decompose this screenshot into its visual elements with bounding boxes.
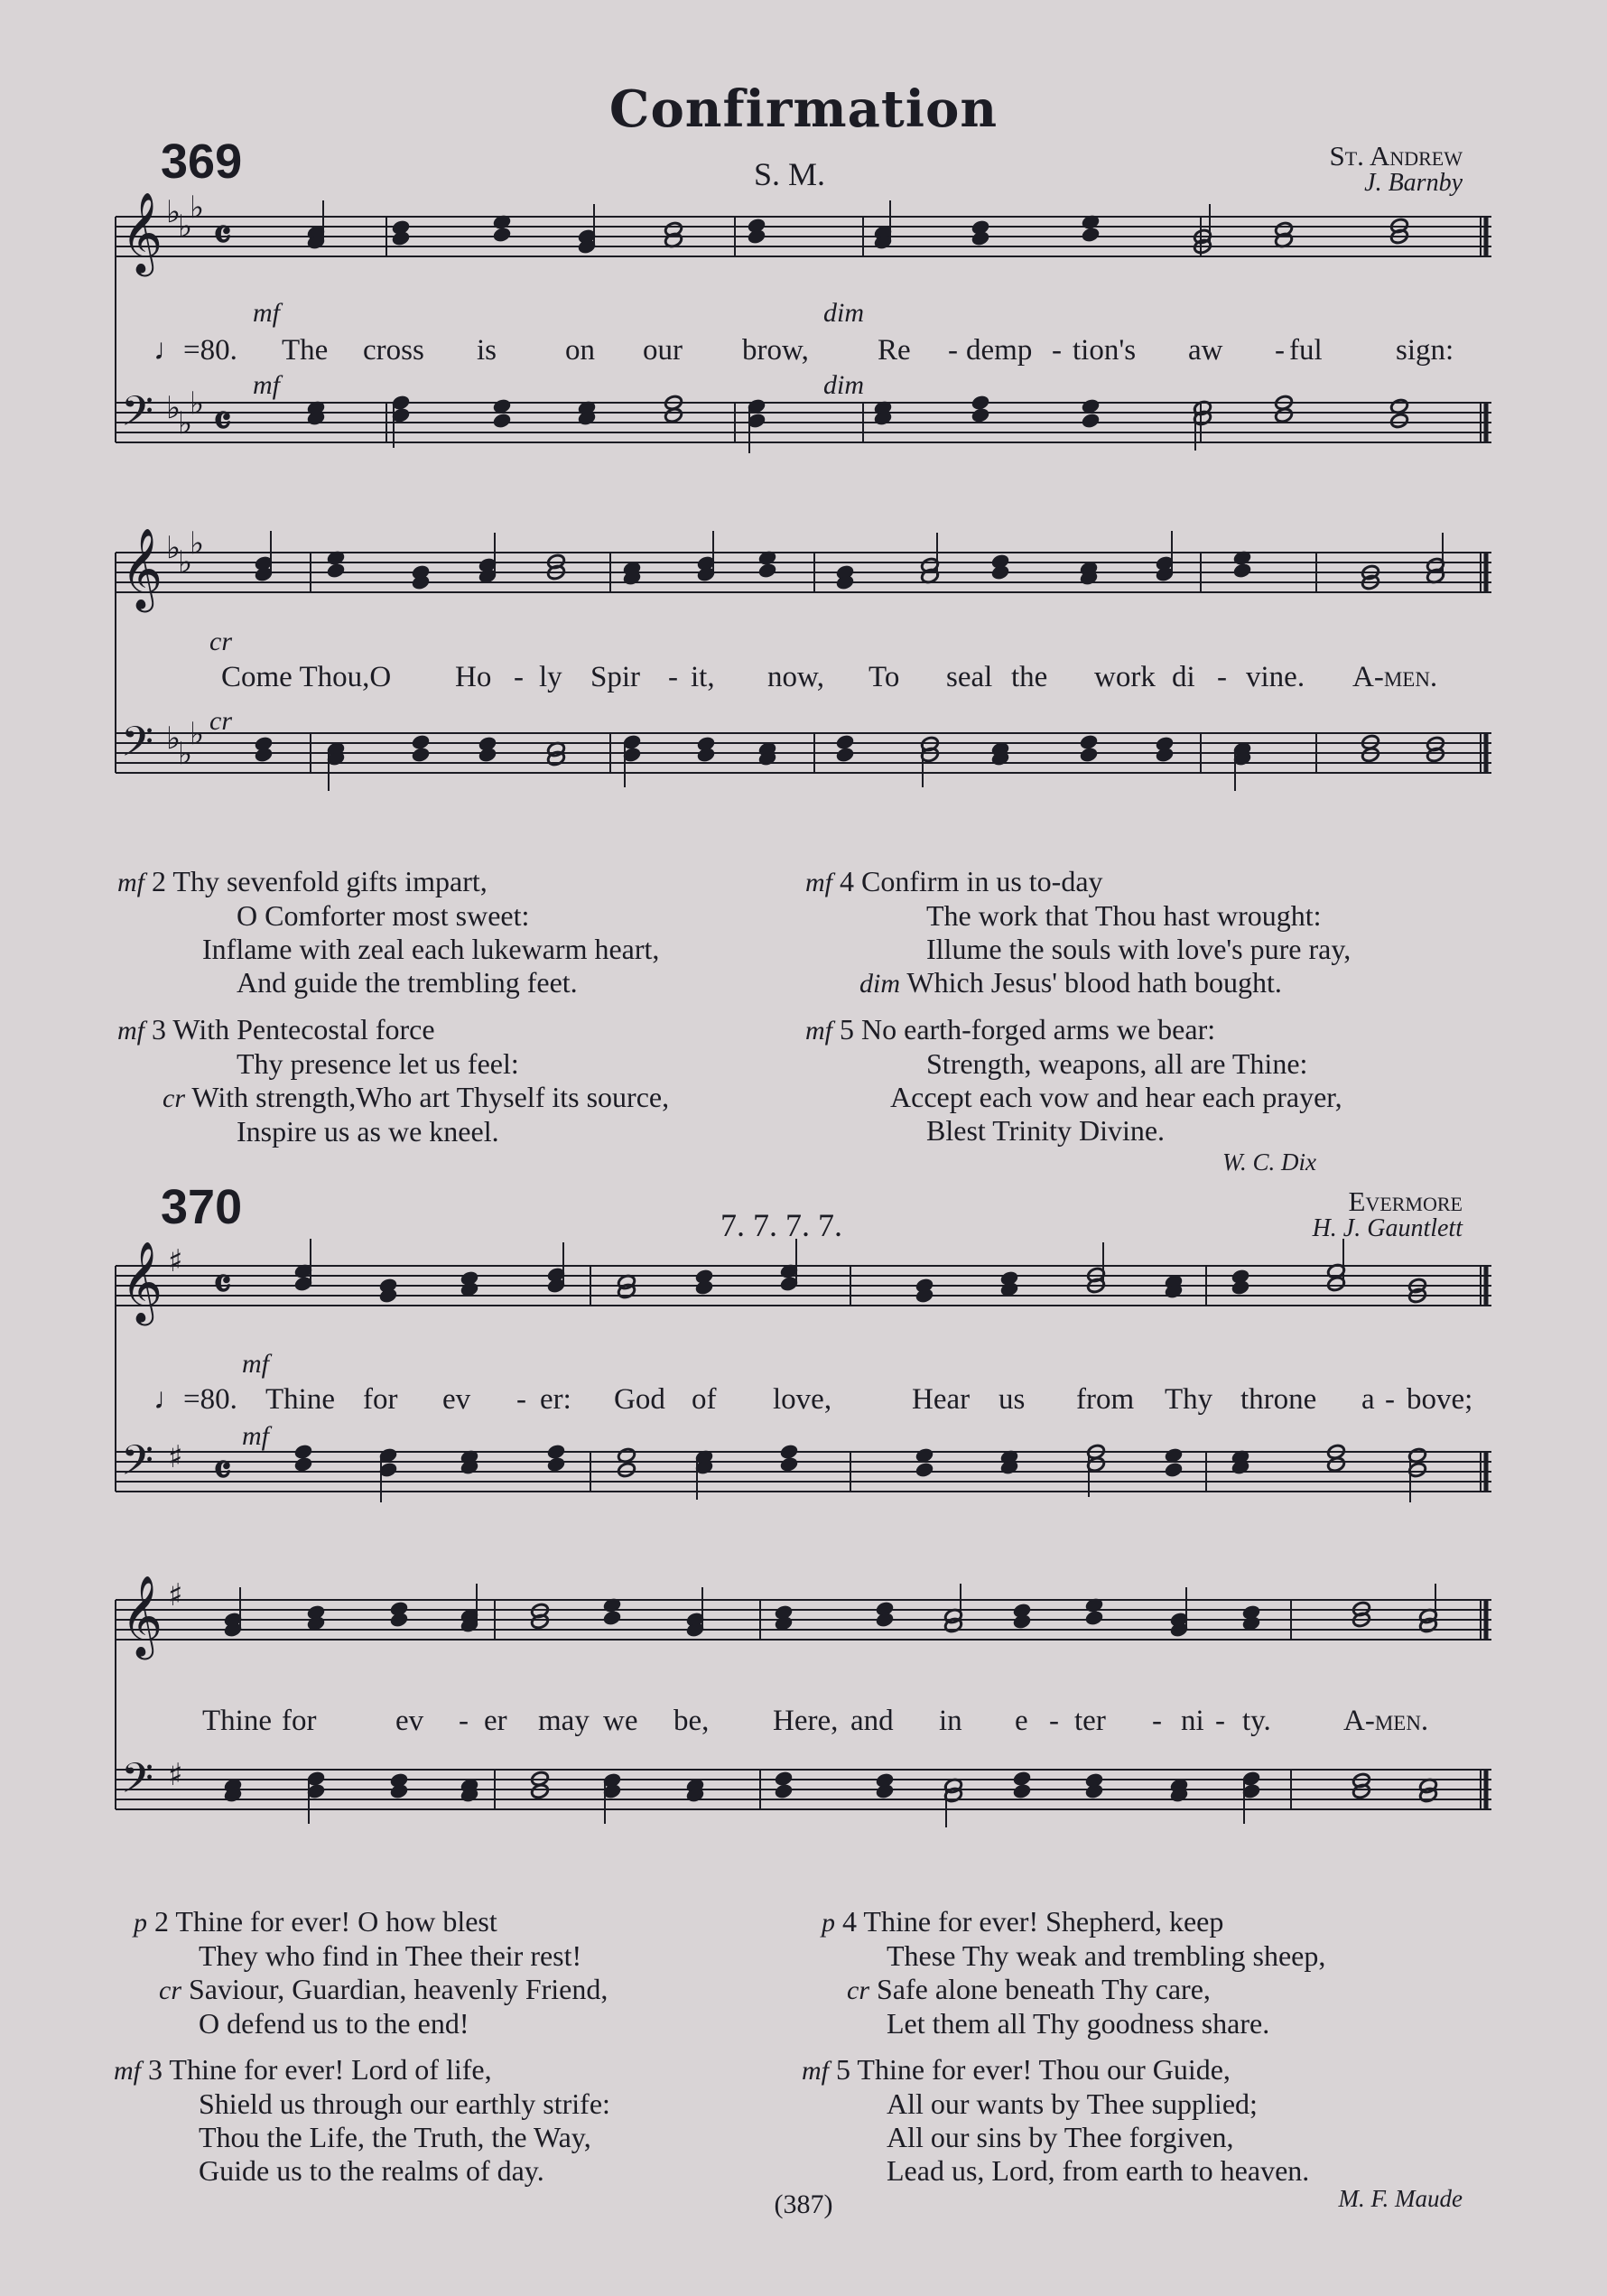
lyric-syllable: demp	[966, 334, 1033, 367]
lyric-syllable: -	[1217, 661, 1227, 693]
lyric-syllable: ly	[539, 661, 562, 693]
lyric-syllable: and	[850, 1705, 894, 1737]
lyric-syllable: -	[1215, 1705, 1225, 1737]
note-head	[779, 1456, 798, 1473]
time-signature: 𝄴	[213, 1260, 232, 1308]
verse-dynamic: mf	[805, 868, 832, 897]
note-head	[835, 734, 854, 750]
verse-369-2	[117, 865, 659, 999]
lyric-syllable: God	[614, 1383, 665, 1416]
note-head	[971, 230, 989, 246]
lyric-syllable: e	[1015, 1705, 1028, 1737]
lyric-syllable: The	[282, 334, 329, 367]
lyric-syllable: love,	[773, 1383, 832, 1416]
hymn-370-author: M. F. Maude	[1338, 2185, 1463, 2212]
note-head	[774, 1771, 793, 1787]
lyric-syllable: -	[668, 661, 678, 693]
lyric-syllable: the	[1011, 661, 1048, 693]
lyric-syllable: a	[1361, 1383, 1375, 1416]
verse-line: They who find in Thee their rest!	[199, 1939, 582, 1972]
dynamic-mf-370: mf	[242, 1349, 269, 1379]
verse-dynamic: mf	[114, 2056, 141, 2086]
verse-dynamic: mf	[117, 1016, 144, 1046]
lyric-syllable: in	[939, 1705, 962, 1737]
note-head	[664, 407, 683, 423]
verse-line: Accept each vow and hear each prayer,	[890, 1081, 1342, 1113]
lyric-syllable: Here,	[773, 1705, 839, 1737]
lyric-syllable: for	[282, 1705, 317, 1737]
dynamic-mf-bass: mf	[253, 370, 280, 400]
verse-line: Blest Trinity Divine.	[926, 1114, 1166, 1147]
note-head	[411, 734, 430, 750]
page-number: (387)	[774, 2189, 833, 2219]
lyric-syllable: from	[1076, 1383, 1135, 1416]
verse-number: 5	[840, 1013, 854, 1046]
time-signature: 𝄴	[213, 396, 232, 445]
verse-line: Strength, weapons, all are Thine:	[926, 1047, 1308, 1080]
verse-line: Thou the Life, the Truth, the Way,	[199, 2121, 591, 2153]
treble-clef: 𝄞	[121, 1576, 163, 1657]
note-head	[1081, 413, 1100, 429]
lyric-syllable: be,	[673, 1705, 710, 1737]
verse-dynamic: cr	[847, 1975, 869, 2005]
key-signature: ♭	[166, 390, 181, 426]
hymn-369-composer: J. Barnby	[1364, 169, 1463, 197]
bass-clef: 𝄢	[121, 718, 154, 776]
lyric-syllable: Thy	[1165, 1383, 1213, 1416]
lyric-syllable: aw	[1188, 334, 1223, 367]
time-signature: 𝄴	[213, 1445, 232, 1494]
verse-number: 5	[836, 2053, 850, 2086]
note-head	[747, 228, 766, 245]
dynamic-cr: cr	[209, 627, 232, 656]
note-head	[617, 1462, 636, 1478]
note-head	[1164, 1462, 1183, 1478]
verse-number: 4	[842, 1905, 857, 1938]
hymn-369-author: W. C. Dix	[1222, 1148, 1316, 1176]
note-head	[915, 1462, 934, 1478]
verse-369-4	[805, 865, 1351, 1000]
verse-line: With Pentecostal force	[172, 1013, 435, 1046]
lyric-syllable: er:	[540, 1383, 571, 1416]
verse-line: Let them all Thy goodness share.	[887, 2007, 1270, 2040]
note-head	[1079, 734, 1098, 750]
lyric-syllable: -	[514, 661, 524, 693]
note-head	[293, 1456, 312, 1473]
key-signature: ♭	[178, 736, 193, 772]
verse-line: Thine for ever! O how blest	[175, 1905, 497, 1938]
verse-dynamic: mf	[805, 1016, 832, 1046]
key-signature: ♭	[190, 386, 205, 422]
section-title: Confirmation	[608, 79, 999, 139]
note-head	[696, 747, 715, 763]
lyric-syllable: Ho	[455, 661, 492, 693]
note-head	[530, 1783, 549, 1799]
verse-370-2	[134, 1905, 608, 2040]
lyric-syllable: ter	[1074, 1705, 1106, 1737]
lyric-syllable: ni	[1181, 1705, 1204, 1737]
lyric-syllable: throne	[1240, 1383, 1317, 1416]
lyric-syllable: vine.	[1246, 661, 1305, 693]
lyric-syllable: A-men.	[1343, 1705, 1429, 1737]
note-head	[411, 747, 430, 763]
note-head	[492, 413, 511, 429]
treble-clef: 𝄞	[121, 528, 163, 609]
lyric-syllable: -	[516, 1383, 526, 1416]
lyric-syllable: er	[484, 1705, 507, 1737]
verse-dynamic: cr	[163, 1083, 185, 1113]
note-head	[1079, 747, 1098, 763]
verse-line: Thy presence let us feel:	[237, 1047, 519, 1080]
verse-dynamic: dim	[859, 969, 900, 999]
verse-line: Thine for ever! Lord of life,	[169, 2053, 492, 2086]
note-head	[1084, 1783, 1103, 1799]
verse-line: With strength,Who art Thyself its source,	[191, 1081, 670, 1113]
lyric-syllable: -	[1049, 1705, 1059, 1737]
note-head	[875, 1783, 894, 1799]
lyric-syllable: us	[999, 1383, 1026, 1416]
lyric-syllable: Hear	[912, 1383, 971, 1416]
lyric-syllable: ev	[395, 1705, 424, 1737]
key-signature: ♭	[178, 405, 193, 442]
verse-369-3	[117, 1013, 669, 1148]
verse-line: Thine for ever! Thou our Guide,	[857, 2053, 1231, 2086]
lyric-syllable: ev	[442, 1383, 471, 1416]
key-signature: ♭	[166, 720, 181, 757]
note-head	[1231, 1279, 1249, 1296]
verse-line: Thy sevenfold gifts impart,	[172, 865, 488, 897]
lyric-syllable: Re	[878, 334, 911, 367]
treble-clef: 𝄞	[121, 1241, 163, 1323]
note-head	[1012, 1771, 1031, 1787]
lyric-syllable: -	[1052, 334, 1062, 367]
treble-clef: 𝄞	[121, 192, 163, 274]
note-head	[1326, 1456, 1345, 1473]
verse-line: All our wants by Thee supplied;	[887, 2087, 1258, 2120]
hymn-370-tune-name: Evermore	[1348, 1185, 1463, 1217]
hymn-number-370: 370	[161, 1180, 243, 1234]
lyric-syllable: is	[477, 334, 497, 367]
lyric-syllable: on	[565, 334, 595, 367]
verse-dynamic: cr	[159, 1975, 181, 2005]
verse-370-5	[802, 2053, 1309, 2188]
note-head	[293, 1444, 312, 1460]
lyric-syllable: A-men.	[1352, 661, 1438, 693]
verse-dynamic: mf	[117, 868, 144, 897]
hymn-number-369: 369	[161, 135, 243, 189]
hymn-370-meter: 7. 7. 7. 7.	[720, 1207, 842, 1243]
verse-line: These Thy weak and trembling sheep,	[887, 1939, 1326, 1972]
dynamic-mf: mf	[253, 298, 280, 328]
verse-dynamic: p	[134, 1908, 147, 1938]
verse-line: Which Jesus' blood hath bought.	[906, 966, 1282, 999]
verse-line: Inflame with zeal each lukewarm heart,	[202, 933, 660, 965]
lyric-syllable: it,	[691, 661, 715, 693]
verse-number: 4	[840, 865, 854, 897]
verse-369-5	[805, 1013, 1342, 1148]
hymn-369-tune-name: St. Andrew	[1329, 140, 1463, 172]
verse-line: Shield us through our earthly strife:	[199, 2087, 610, 2120]
verse-line: Thine for ever! Shepherd, keep	[863, 1905, 1224, 1938]
verse-line: Illume the souls with love's pure ray,	[926, 933, 1352, 965]
lyric-syllable: di	[1172, 661, 1195, 693]
note-head	[1012, 1613, 1031, 1630]
hymn-370-tune	[1192, 1185, 1463, 1242]
lyric-syllable: cross	[363, 334, 424, 367]
note-head	[389, 1783, 408, 1799]
lyric-syllable: ty.	[1242, 1705, 1271, 1737]
lyric-syllable: for	[363, 1383, 398, 1416]
verse-line: O defend us to the end!	[199, 2007, 469, 2040]
bass-clef: 𝄢	[121, 387, 154, 446]
note-head	[254, 747, 273, 763]
verse-line: Inspire us as we kneel.	[237, 1115, 499, 1148]
verse-line: All our sins by Thee forgiven,	[887, 2121, 1234, 2153]
key-signature: ♭	[178, 209, 193, 245]
key-signature: ♯	[168, 1577, 183, 1613]
dynamic-dim: dim	[823, 298, 864, 328]
note-head	[492, 227, 511, 243]
verse-line: Confirm in us to-day	[861, 865, 1103, 897]
key-signature: ♭	[190, 190, 205, 226]
verse-370-3	[114, 2053, 610, 2188]
key-signature: ♭	[166, 530, 181, 566]
note-head	[602, 1610, 621, 1626]
lyric-syllable: our	[643, 334, 683, 367]
verse-line: Safe alone beneath Thy care,	[877, 1973, 1211, 2005]
dynamic-mf-370-bass: mf	[242, 1421, 269, 1451]
note-head	[1012, 1783, 1031, 1799]
note-head	[478, 747, 497, 763]
key-signature: ♯	[168, 1243, 183, 1279]
lyric-syllable: of	[692, 1383, 717, 1416]
note-head	[391, 230, 410, 246]
note-head	[1155, 747, 1174, 763]
verse-line: Guide us to the realms of day.	[199, 2154, 544, 2187]
note-head	[546, 1456, 565, 1473]
lyric-syllable: To	[869, 661, 900, 693]
note-head	[757, 562, 776, 579]
note-head	[779, 1444, 798, 1460]
note-head	[389, 1612, 408, 1628]
lyric-syllable: ful	[1289, 334, 1323, 367]
note-head	[546, 1444, 565, 1460]
verse-dynamic: mf	[802, 2056, 829, 2086]
note-head	[1081, 227, 1100, 243]
note-head	[774, 1783, 793, 1799]
key-signature: ♯	[168, 1757, 183, 1793]
verse-dynamic: p	[822, 1908, 835, 1938]
note-head	[1232, 562, 1251, 579]
lyric-syllable: -	[1152, 1705, 1162, 1737]
key-signature: ♯	[168, 1439, 183, 1475]
note-head	[1389, 413, 1408, 429]
lyric-syllable: -	[1275, 334, 1285, 367]
key-signature: ♭	[190, 525, 205, 562]
lyric-syllable: seal	[946, 661, 993, 693]
note-head	[835, 747, 854, 763]
bass-clef: 𝄢	[121, 1436, 154, 1495]
key-signature: ♭	[178, 544, 193, 581]
verse-line: Saviour, Guardian, heavenly Friend,	[189, 1973, 608, 2005]
verse-number: 3	[152, 1013, 166, 1046]
time-signature: 𝄴	[213, 210, 232, 259]
verse-line: And guide the trembling feet.	[237, 966, 578, 999]
note-head	[694, 1279, 713, 1296]
verse-370-4	[822, 1905, 1325, 2040]
hymn-370-composer: H. J. Gauntlett	[1312, 1214, 1463, 1242]
lyric-syllable: sign:	[1396, 334, 1454, 367]
lyric-syllable: now,	[767, 661, 824, 693]
lyric-syllable: we	[603, 1705, 638, 1737]
lyric-syllable: brow,	[742, 334, 809, 367]
key-signature: ♭	[190, 716, 205, 752]
lyric-syllable: Spir	[590, 661, 641, 693]
note-head	[1084, 1610, 1103, 1626]
lyric-syllable: -	[1385, 1383, 1395, 1416]
lyric-syllable: -	[459, 1705, 469, 1737]
tempo-marking-370: ♩=80.	[153, 1383, 237, 1416]
verse-number: 2	[154, 1905, 169, 1938]
lyric-syllable: work	[1094, 661, 1156, 693]
verse-number: 3	[148, 2053, 163, 2086]
lyric-syllable: -	[948, 334, 958, 367]
lyric-syllable: bove;	[1407, 1383, 1473, 1416]
verse-line: The work that Thou hast wrought:	[926, 899, 1322, 932]
verse-line: O Comforter most sweet:	[237, 899, 530, 932]
note-head	[1361, 747, 1379, 763]
hymn-369-meter: S. M.	[754, 156, 826, 192]
lyric-syllable: Thine	[265, 1383, 335, 1416]
note-head	[1274, 407, 1293, 423]
verse-line: Lead us, Lord, from earth to heaven.	[887, 2154, 1310, 2187]
tempo-marking: ♩=80.	[153, 334, 237, 367]
note-head	[990, 564, 1009, 581]
dynamic-cr-bass: cr	[209, 706, 232, 736]
lyric-syllable: tion's	[1073, 334, 1137, 367]
note-head	[971, 395, 989, 411]
verse-number: 2	[152, 865, 166, 897]
note-head	[326, 562, 345, 579]
lyric-syllable: Come Thou,O	[221, 661, 392, 693]
verse-line: No earth-forged arms we bear:	[861, 1013, 1216, 1046]
note-head	[875, 1612, 894, 1628]
bass-clef: 𝄢	[121, 1754, 154, 1813]
lyric-syllable: Thine	[202, 1705, 272, 1737]
dynamic-dim-bass: dim	[823, 370, 864, 400]
key-signature: ♭	[166, 194, 181, 230]
lyric-syllable: may	[538, 1705, 590, 1737]
note-head	[971, 407, 989, 423]
